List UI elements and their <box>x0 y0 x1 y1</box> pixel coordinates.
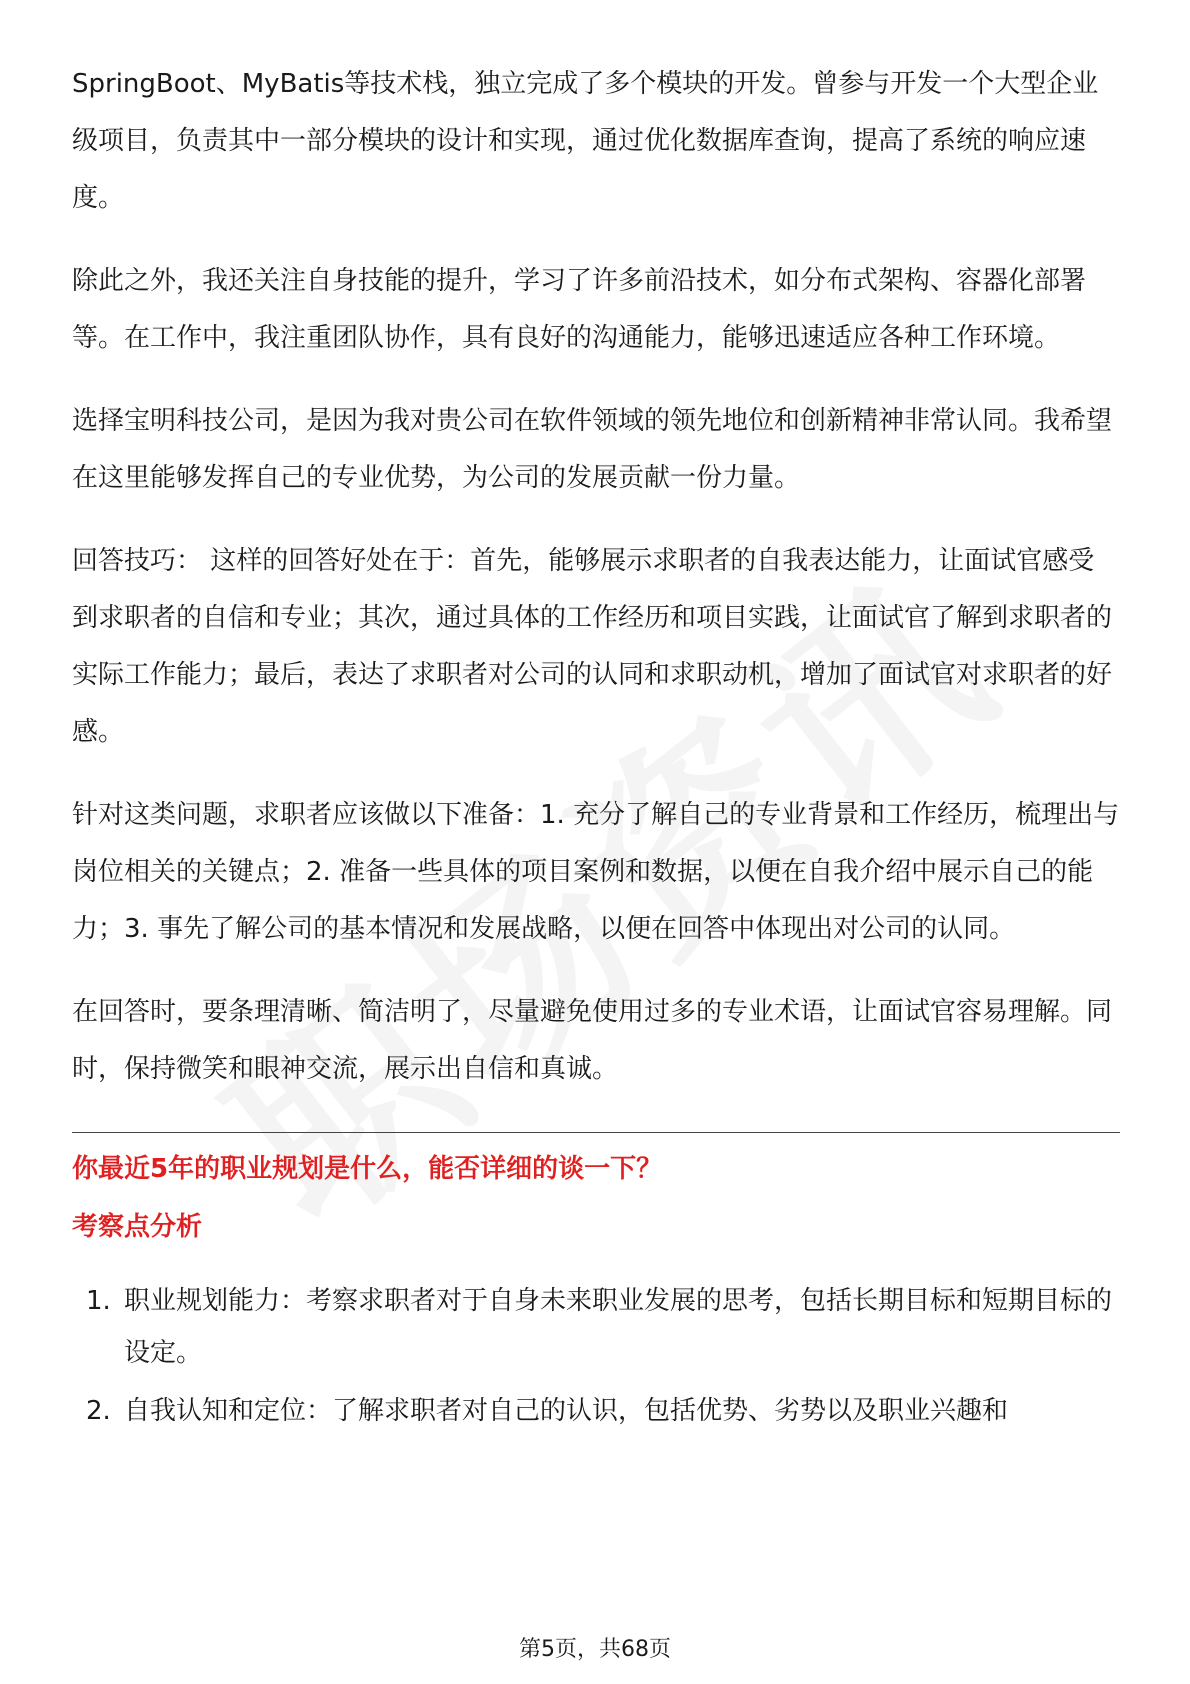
list-item <box>72 1385 1120 1437</box>
paragraph-preparation: 针对这类问题，求职者应该做以下准备：1. 充分了解自己的专业背景和工作经历，梳理出与岗位相关的关键点；2. 准备一些具体的项目案例和数据，以便在自我介绍中展示自己的能力；3. 事先了解公司的基本情况和发展战略，以便在回答中体现出对公司的认同。 <box>72 800 1120 944</box>
paragraph-answer-tips: 回答技巧： 这样的回答好处在于：首先，能够展示求职者的自我表达能力，让面试官感受到求职者的自信和专业；其次，通过具体的工作经历和项目实践，让面试官了解到求职者的实际工作能力；最后，表达了求职者对公司的认同和求职动机，增加了面试官对求职者的好感。 <box>72 546 1113 747</box>
list-item-number: 2. <box>86 1396 111 1426</box>
section-divider <box>72 1132 1120 1133</box>
paragraph-tech-stack: SpringBoot、MyBatis等技术栈，独立完成了多个模块的开发。曾参与开发一个大型企业级项目，负责其中一部分模块的设计和实现，通过优化数据库查询，提高了系统的响应速度。 <box>72 69 1099 213</box>
paragraph-company-choice: 选择宝明科技公司，是因为我对贵公司在软件领域的领先地位和创新精神非常认同。我希望在这里能够发挥自己的专业优势，为公司的发展贡献一份力量。 <box>72 406 1113 493</box>
analysis-heading: 考察点分析 <box>72 1212 203 1242</box>
list-item <box>72 1275 1120 1379</box>
paragraph-skills: 除此之外，我还关注自身技能的提升，学习了许多前沿技术，如分布式架构、容器化部署等。在工作中，我注重团队协作，具有良好的沟通能力，能够迅速适应各种工作环境。 <box>72 266 1087 353</box>
list-item-text: 职业规划能力：考察求职者对于自身未来职业发展的思考，包括长期目标和短期目标的设定。 <box>124 1286 1113 1368</box>
analysis-list <box>72 1275 1120 1437</box>
page-number: 第5页，共68页 <box>519 1637 671 1662</box>
interview-question: 你最近5年的职业规划是什么，能否详细的谈一下？ <box>72 1154 663 1184</box>
list-item-number: 1. <box>86 1286 111 1316</box>
paragraph-answer-advice: 在回答时，要条理清晰、简洁明了，尽量避免使用过多的专业术语，让面试官容易理解。同时，保持微笑和眼神交流，展示出自信和真诚。 <box>72 997 1113 1084</box>
document-body <box>72 56 1120 1443</box>
list-item-text: 自我认知和定位：了解求职者对自己的认识，包括优势、劣势以及职业兴趣和 <box>124 1396 1009 1426</box>
